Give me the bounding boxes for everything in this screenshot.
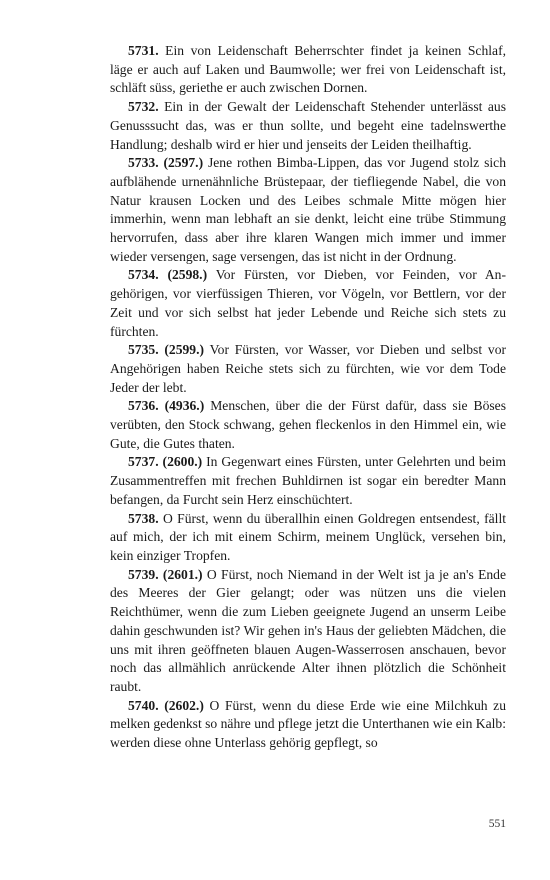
entry-5736 <box>110 397 506 453</box>
entry-5733 <box>110 154 506 266</box>
page-body <box>110 42 506 753</box>
entry-5739 <box>110 566 506 697</box>
entry-number: 5740. (2602.) <box>128 697 204 713</box>
entry-text: O Fürst, noch Niemand in der Welt ist ja je an's Ende des Meeres der Gier gelangt; oder was nützen uns die vielen Reichthümer, wenn die zum Lieben geeignete Jugend an unserm Leibe dahin geschwunden ist? Wir gehen in's Haus der geliebten Mädchen, die uns mit ihren geöffneten blauen Augen-Wasserrosen anschauen, bevor noch das allmählich anrückende Alter ihnen plötzlich die Schönheit raubt. <box>110 566 506 694</box>
entry-text: Ein von Leidenschaft Beherrschter findet ja keinen Schlaf, läge er auch auf Laken und Baumwolle; wer frei von Leidenschaft ist, schläft süss, geriethe er auch zwischen Dornen. <box>110 43 506 96</box>
entry-number: 5737. (2600.) <box>128 454 203 470</box>
entry-number: 5732. <box>128 99 159 115</box>
entry-text: Ein in der Gewalt der Leidenschaft Stehender unterlässt aus Genusssucht das, was er thun sollte, und begeht eine tadelnswerthe Handlung; deshalb wird er hier und jenseits der Leiden theilhaftig. <box>110 99 506 152</box>
entry-text: Jene rothen Bimba-Lippen, das vor Jugend stolz sich aufblähende urnenähnliche Brüstepaar, der tiefliegende Nabel, die von Natur krausen Locken und des Leibes schmale Mitte mögen hier immerhin, wenn man lebhaft an sie denkt, leicht eine trübe Stimmung hervorrufen, dass aber ihre klaren Wangen mich immer und immer wieder versengen, sage versengen, das ist nicht in der Ordnung. <box>110 155 506 264</box>
entry-text: Vor Fürsten, vor Dieben, vor Feinden, vor Angehörigen, vor vierfüssigen Thieren, vor Vögeln, vor Bettlern, vor der Zeit und vor sich selbst hat jeder Lebende und Reiche sich stets zu fürchten. <box>110 267 506 339</box>
entry-number: 5738. <box>128 510 159 526</box>
entry-text: Menschen, über die der Fürst dafür, dass sie Böses verübten, den Stock schwang, gehen fleckenlos in den Himmel ein, wie Gute, die Gutes thaten. <box>110 398 506 451</box>
entry-number: 5739. (2601.) <box>128 566 203 582</box>
entry-number: 5734. (2598.) <box>128 267 208 283</box>
entry-text: O Fürst, wenn du überallhin einen Goldregen entsendest, fällt auf mich, der ich mit einem Schirm, meinem Unglück, versehen bin, kein einziger Tropfen. <box>110 510 506 563</box>
entry-5735 <box>110 341 506 397</box>
entry-5738 <box>110 510 506 566</box>
entry-number: 5733. (2597.) <box>128 155 204 171</box>
entry-5740 <box>110 697 506 753</box>
entry-number: 5731. <box>128 43 159 58</box>
entry-text: In Gegenwart eines Fürsten, unter Gelehrten und beim Zusammentreffen mit frechen Buhldirnen ist sogar ein beredter Mann befangen, da Furcht sein Herz einschüchtert. <box>110 454 507 507</box>
entry-text: O Fürst, wenn du diese Erde wie eine Milchkuh zu melken gedenkst so nähre und pflege jetzt die Unterthanen wie ein Kalb: werden diese ohne Unterlass gehörig gepflegt, so <box>110 697 507 751</box>
entry-5737 <box>110 453 506 509</box>
page-number: 551 <box>488 818 506 830</box>
entry-5732 <box>110 98 506 154</box>
entry-5734 <box>110 266 506 341</box>
entry-5731 <box>110 42 506 98</box>
entry-text: Vor Fürsten, vor Wasser, vor Dieben und selbst vor Angehörigen haben Reiche stets sich zu fürchten, wie vor dem Tode Jeder der lebt. <box>110 342 507 395</box>
entry-number: 5736. (4936.) <box>128 398 205 414</box>
entry-number: 5735. (2599.) <box>128 342 205 358</box>
